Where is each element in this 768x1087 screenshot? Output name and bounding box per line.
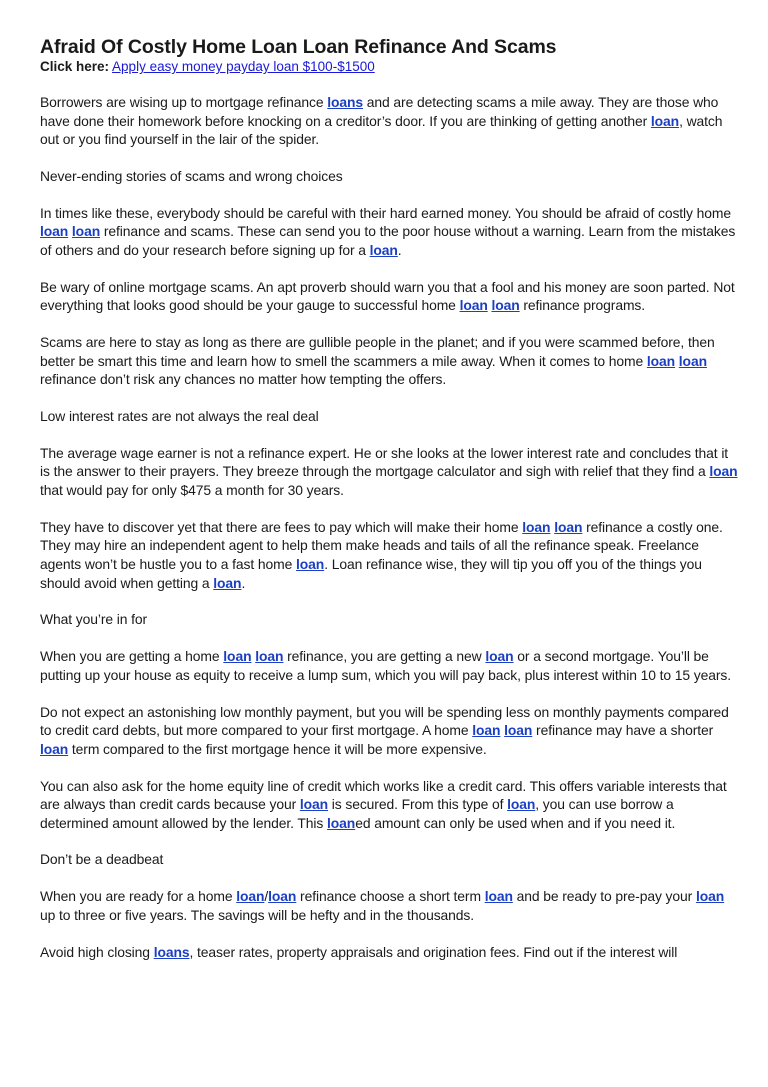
article-paragraph: [40, 93, 740, 149]
keyword-link[interactable]: loan: [213, 574, 242, 591]
keyword-link[interactable]: loans: [153, 943, 190, 960]
paragraph-text: , watch out or you find yourself in the lair of the spider.: [40, 112, 723, 148]
payday-loan-link[interactable]: Apply easy money payday loan $100-$1500: [112, 59, 375, 74]
paragraph-text: You can also ask for the home equity line of credit which works like a credit card. This offers variable interests that are always than credit cards because your: [40, 777, 727, 813]
paragraph-text: ed amount can only be used when and if you need it.: [355, 814, 676, 831]
keyword-link[interactable]: loan: [646, 352, 676, 369]
keyword-link[interactable]: loan: [650, 112, 680, 129]
keyword-link[interactable]: loan: [504, 722, 533, 739]
paragraph-text: that would pay for only $475 a month for 30 years.: [40, 482, 344, 499]
keyword-link[interactable]: loan: [299, 796, 329, 813]
article-body: [40, 93, 740, 961]
click-here-line: [40, 58, 740, 76]
paragraph-text: term compared to the first mortgage hence it will be more expensive.: [68, 740, 487, 757]
keyword-link[interactable]: loan: [695, 888, 725, 905]
paragraph-text: Do not expect an astonishing low monthly payment, but you will be spending less on monthly payments compared to credit card debts, but more compared to your first mortgage. A home: [40, 703, 729, 739]
paragraph-text: is secured. From this type of: [328, 796, 508, 813]
paragraph-text: Low interest rates are not always the real deal: [40, 408, 319, 425]
paragraph-text: refinance a costly one. They may hire an independent agent to help them make heads and tails of all the refinance speak. Freelance agents won’t be hustle you to a fast home: [40, 518, 723, 572]
paragraph-text: The average wage earner is not a refinance expert. He or she looks at the lower interest rate and concludes that it is the answer to their prayers. They breeze through the mortgage calculator and sigh with relief that they find a: [40, 444, 729, 480]
keyword-link[interactable]: loan: [522, 518, 551, 535]
keyword-link[interactable]: loans: [327, 94, 364, 110]
paragraph-text: Don’t be a deadbeat: [40, 851, 164, 868]
document-page: [40, 36, 740, 979]
paragraph-text: .: [241, 574, 246, 591]
keyword-link[interactable]: loan: [484, 888, 513, 905]
paragraph-text: and be ready to pre-pay your: [512, 888, 696, 905]
keyword-link[interactable]: loan: [268, 888, 297, 905]
article-paragraph: [40, 777, 740, 833]
paragraph-text: Never-ending stories of scams and wrong choices: [40, 167, 343, 184]
keyword-link[interactable]: loan: [554, 518, 583, 535]
article-paragraph: [40, 407, 740, 426]
keyword-link[interactable]: loan: [709, 463, 738, 480]
paragraph-text: refinance, you are getting a new: [283, 648, 486, 665]
paragraph-text: , you can use borrow a determined amount allowed by the lender. This: [40, 796, 674, 831]
paragraph-text: up to three or five years. The savings will be hefty and in the thousands.: [40, 906, 475, 923]
keyword-link[interactable]: loan: [255, 648, 284, 665]
paragraph-text: and are detecting scams a mile away. They are those who have done their homework before knocking on a creditor’s door. If you are thinking of getting another: [40, 94, 719, 129]
article-paragraph: [40, 333, 740, 389]
paragraph-text: . Loan refinance wise, they will tip you off you of the things you should avoid when getting a: [40, 556, 702, 591]
paragraph-text: refinance programs.: [519, 297, 646, 314]
paragraph-text: refinance choose a short term: [296, 888, 485, 905]
article-paragraph: [40, 278, 740, 315]
paragraph-text: When you are getting a home: [40, 648, 224, 665]
article-paragraph: [40, 647, 740, 684]
article-paragraph: [40, 167, 740, 186]
paragraph-text: or a second mortgage. You’ll be putting up your house as equity to receive a lump sum, which you will pay back, plus interest within 10 to 15 years.: [40, 648, 732, 683]
paragraph-text: refinance don’t risk any chances no matter how tempting the offers.: [40, 371, 447, 388]
article-paragraph: [40, 887, 740, 924]
paragraph-text: In times like these, everybody should be careful with their hard earned money. You should be afraid of costly home: [40, 204, 731, 221]
keyword-link[interactable]: loan: [472, 722, 501, 739]
keyword-link[interactable]: loan: [459, 297, 488, 314]
keyword-link[interactable]: loan: [678, 352, 707, 369]
paragraph-text: What you’re in for: [40, 611, 148, 628]
paragraph-text: .: [397, 241, 402, 258]
keyword-link[interactable]: loan: [491, 297, 520, 314]
keyword-link[interactable]: loan: [296, 556, 325, 572]
keyword-link[interactable]: loan: [71, 223, 101, 240]
article-paragraph: [40, 850, 740, 869]
article-paragraph: [40, 204, 740, 260]
keyword-link[interactable]: loan: [507, 796, 536, 813]
document-title: Afraid Of Costly Home Loan Loan Refinance And Scams: [40, 36, 557, 58]
paragraph-text: When you are ready for a home: [40, 888, 237, 905]
keyword-link[interactable]: loan: [327, 814, 356, 831]
paragraph-text: Be wary of online mortgage scams. An apt proverb should warn you that a fool and his money are soon parted. Not everything that looks good should be your gauge to successful home: [40, 278, 735, 314]
paragraph-text: Avoid high closing: [40, 943, 154, 960]
article-paragraph: [40, 444, 740, 500]
keyword-link[interactable]: loan: [40, 223, 69, 240]
paragraph-text: They have to discover yet that there are fees to pay which will make their home: [40, 518, 523, 535]
keyword-link[interactable]: loan: [40, 740, 69, 757]
article-paragraph: [40, 518, 740, 592]
keyword-link[interactable]: loan: [236, 888, 265, 905]
keyword-link[interactable]: loan: [223, 648, 252, 665]
paragraph-text: Scams are here to stay as long as there are gullible people in the planet; and if you were scammed before, then better be smart this time and learn how to smell the scammers a mile away. When it comes to home: [40, 334, 715, 369]
paragraph-text: Borrowers are wising up to mortgage refinance: [40, 94, 328, 110]
click-here-label: Click here:: [40, 59, 110, 74]
paragraph-text: refinance may have a shorter: [532, 722, 714, 739]
article-paragraph: [40, 610, 740, 629]
keyword-link[interactable]: loan: [369, 241, 398, 258]
paragraph-text: /: [264, 888, 269, 905]
article-paragraph: [40, 703, 740, 759]
paragraph-text: refinance and scams. These can send you to the poor house without a warning. Learn from the mistakes of others and do your research before signing up for a: [40, 223, 736, 258]
article-paragraph: [40, 943, 740, 962]
keyword-link[interactable]: loan: [485, 648, 514, 665]
paragraph-text: , teaser rates, property appraisals and origination fees. Find out if the interest will: [189, 943, 678, 960]
